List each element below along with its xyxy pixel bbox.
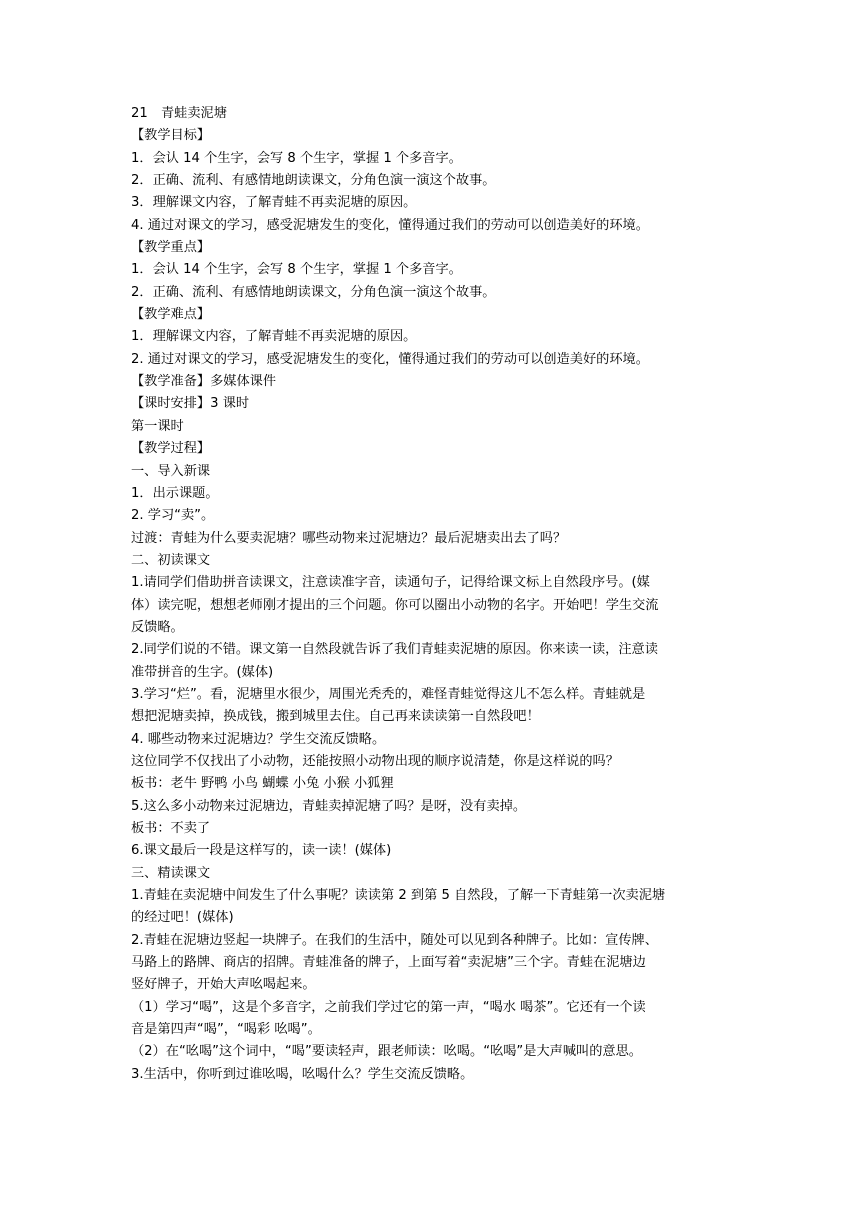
text-line: 2．正确、流利、有感情地朗读课文，分角色演一演这个故事。 (131, 284, 496, 300)
text-line: 第一课时 (131, 418, 184, 434)
text-line: 1.请同学们借助拼音读课文，注意读准字音，读通句子，记得给课文标上自然段序号。(媒 (131, 575, 650, 591)
text-line: 二、初读课文 (131, 552, 211, 568)
text-line: 反馈略。 (131, 619, 184, 635)
text-line: 【课时安排】3 课时 (131, 396, 250, 412)
text-line: 3.学习“烂”。看，泥塘里水很少，周围光秃秃的，难怪青蛙觉得这儿不怎么样。青蛙就是 (131, 686, 646, 702)
text-line: 音是第四声“喝”，“喝彩 吆喝”。 (131, 1022, 321, 1038)
text-line: 板书：老牛 野鸭 小鸟 蝴蝶 小兔 小猴 小狐狸 (131, 776, 394, 792)
document-page (131, 103, 733, 1086)
text-line: 这位同学不仅找出了小动物，还能按照小动物出现的顺序说清楚，你是这样说的吗？ (131, 753, 619, 769)
text-line: 过渡：青蛙为什么要卖泥塘？哪些动物来过泥塘边？最后泥塘卖出去了吗？ (131, 530, 567, 546)
text-line: 1.青蛙在卖泥塘中间发生了什么事呢？读读第 2 到第 5 自然段，了解一下青蛙第一次卖泥塘 (131, 888, 666, 904)
text-line: 准带拼音的生字。(媒体) (131, 664, 274, 680)
text-line: 6.课文最后一段是这样写的，读一读！(媒体) (131, 843, 392, 859)
text-line: 1．会认 14 个生字，会写 8 个生字，掌握 1 个多音字。 (131, 262, 462, 278)
text-line: 板书：不卖了 (131, 821, 211, 836)
text-line: 竖好牌子，开始大声吆喝起来。 (131, 977, 316, 993)
text-line: 3.生活中，你听到过谁吆喝，吆喝什么？学生交流反馈略。 (131, 1066, 474, 1082)
text-line: 【教学重点】 (131, 240, 211, 256)
text-line: 4. 哪些动物来过泥塘边？学生交流反馈略。 (131, 731, 386, 747)
text-line: 1．会认 14 个生字，会写 8 个生字，掌握 1 个多音字。 (131, 150, 462, 166)
text-line: 【教学准备】多媒体课件 (131, 374, 277, 390)
text-line: （1）学习“喝”，这是个多音字，之前我们学过它的第一声，“喝水 喝茶”。它还有一个读 (131, 999, 646, 1015)
text-line: 4. 通过对课文的学习，感受泥塘发生的变化，懂得通过我们的劳动可以创造美好的环境。 (131, 217, 649, 233)
text-line: 【教学过程】 (131, 441, 211, 457)
text-line: 【教学难点】 (131, 307, 211, 323)
text-line: 2．正确、流利、有感情地朗读课文，分角色演一演这个故事。 (131, 173, 496, 189)
text-line: 马路上的路牌、商店的招牌。青蛙准备的牌子，上面写着“卖泥塘”三个字。青蛙在泥塘边 (131, 955, 646, 971)
text-line: 2. 学习“卖”。 (131, 508, 215, 524)
text-line: 2.同学们说的不错。课文第一自然段就告诉了我们青蛙卖泥塘的原因。你来读一读，注意读 (131, 642, 658, 658)
text-line: 想把泥塘卖掉，换成钱，搬到城里去住。自己再来读读第一自然段吧！ (131, 709, 540, 725)
text-line: 一、导入新课 (131, 463, 211, 479)
text-line: 1．出示课题。 (131, 485, 219, 501)
text-line: 2. 通过对课文的学习，感受泥塘发生的变化，懂得通过我们的劳动可以创造美好的环境。 (131, 351, 649, 367)
text-line: 【教学目标】 (131, 128, 211, 144)
text-line: 21 青蛙卖泥塘 (131, 106, 227, 121)
text-line: 2.青蛙在泥塘边竖起一块牌子。在我们的生活中，随处可以见到各种牌子。比如：宣传牌、 (131, 932, 658, 948)
text-line: 1．理解课文内容，了解青蛙不再卖泥塘的原因。 (131, 329, 417, 345)
text-line: 3．理解课文内容，了解青蛙不再卖泥塘的原因。 (131, 195, 417, 211)
text-line: 体）读完呢，想想老师刚才提出的三个问题。你可以圈出小动物的名字。开始吧！学生交流 (131, 597, 659, 613)
text-line: （2）在“吆喝”这个词中，“喝”要读轻声，跟老师读：吆喝。“吆喝”是大声喊叫的意思。 (131, 1044, 642, 1060)
text-line: 的经过吧！(媒体) (131, 910, 234, 926)
text-line: 5.这么多小动物来过泥塘边，青蛙卖掉泥塘了吗？是呀，没有卖掉。 (131, 798, 527, 814)
text-line: 三、精读课文 (131, 865, 211, 881)
